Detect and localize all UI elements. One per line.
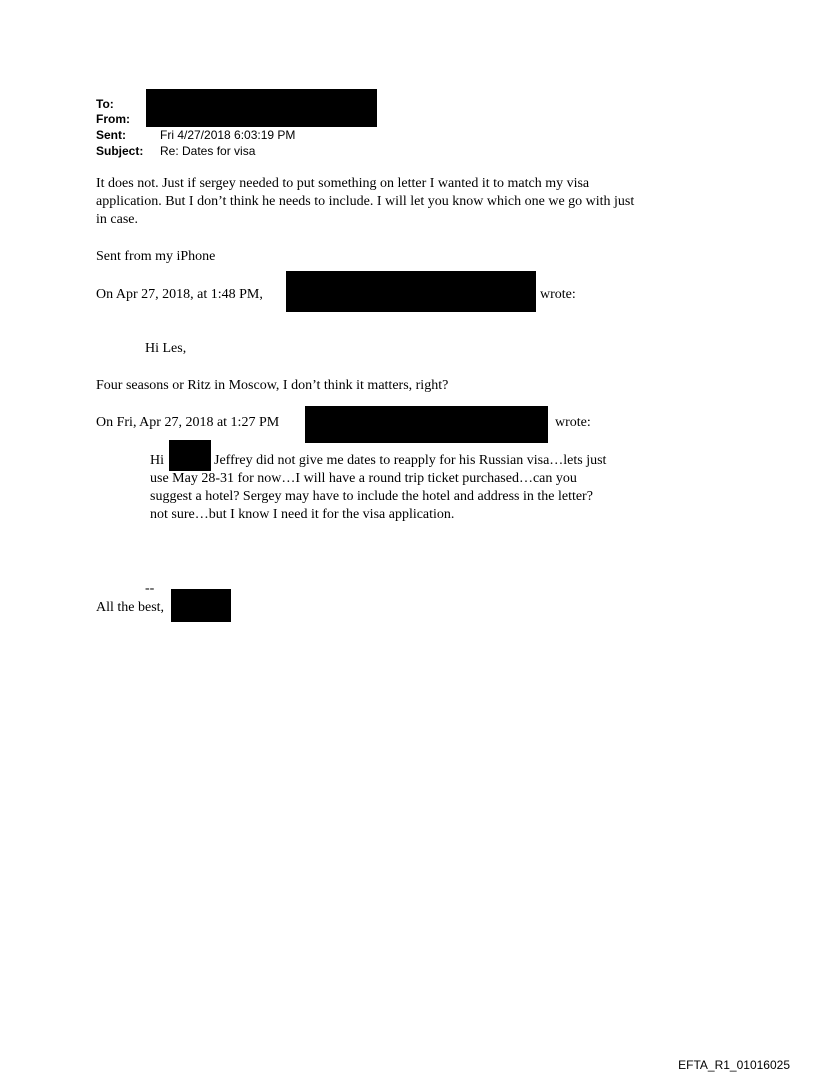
sent-label: Sent:	[96, 128, 126, 142]
redaction-signature-name	[171, 589, 231, 622]
redaction-quote-1-sender	[286, 271, 536, 312]
paragraph-1-line-3: in case.	[96, 212, 138, 227]
quote-2-wrote: wrote:	[555, 415, 591, 430]
sent-value: Fri 4/27/2018 6:03:19 PM	[160, 128, 296, 142]
redaction-quoted-recipient	[169, 440, 211, 471]
subject-label: Subject:	[96, 144, 144, 158]
quote-1-intro: On Apr 27, 2018, at 1:48 PM,	[96, 287, 263, 302]
paragraph-1-line-1: It does not. Just if sergey needed to put something on letter I wanted it to match my visa	[96, 176, 590, 191]
quoted-hi: Hi	[150, 453, 164, 468]
closing: All the best,	[96, 600, 165, 615]
subject-value: Re: Dates for visa	[160, 144, 256, 158]
from-label: From:	[96, 112, 130, 126]
sent-from-device: Sent from my iPhone	[96, 249, 216, 264]
quoted-line-1: Jeffrey did not give me dates to reapply for his Russian visa…lets just	[214, 453, 607, 468]
to-label: To:	[96, 97, 114, 111]
redaction-to-from	[146, 89, 377, 127]
quoted-line-2: use May 28-31 for now…I will have a round trip ticket purchased…can you	[150, 471, 577, 486]
paragraph-1-line-2: application. But I don’t think he needs to include. I will let you know which one we go with just	[96, 194, 635, 209]
question-line: Four seasons or Ritz in Moscow, I don’t think it matters, right?	[96, 378, 449, 393]
quote-2-intro: On Fri, Apr 27, 2018 at 1:27 PM	[96, 415, 280, 430]
quoted-line-3: suggest a hotel? Sergey may have to include the hotel and address in the letter?	[150, 489, 593, 504]
quoted-line-4: not sure…but I know I need it for the visa application.	[150, 507, 455, 522]
signature-dashes: --	[145, 581, 155, 596]
redaction-quote-2-sender	[305, 406, 548, 443]
document-id: EFTA_R1_01016025	[678, 1058, 790, 1072]
quote-1-wrote: wrote:	[540, 287, 576, 302]
greeting: Hi Les,	[145, 341, 187, 356]
